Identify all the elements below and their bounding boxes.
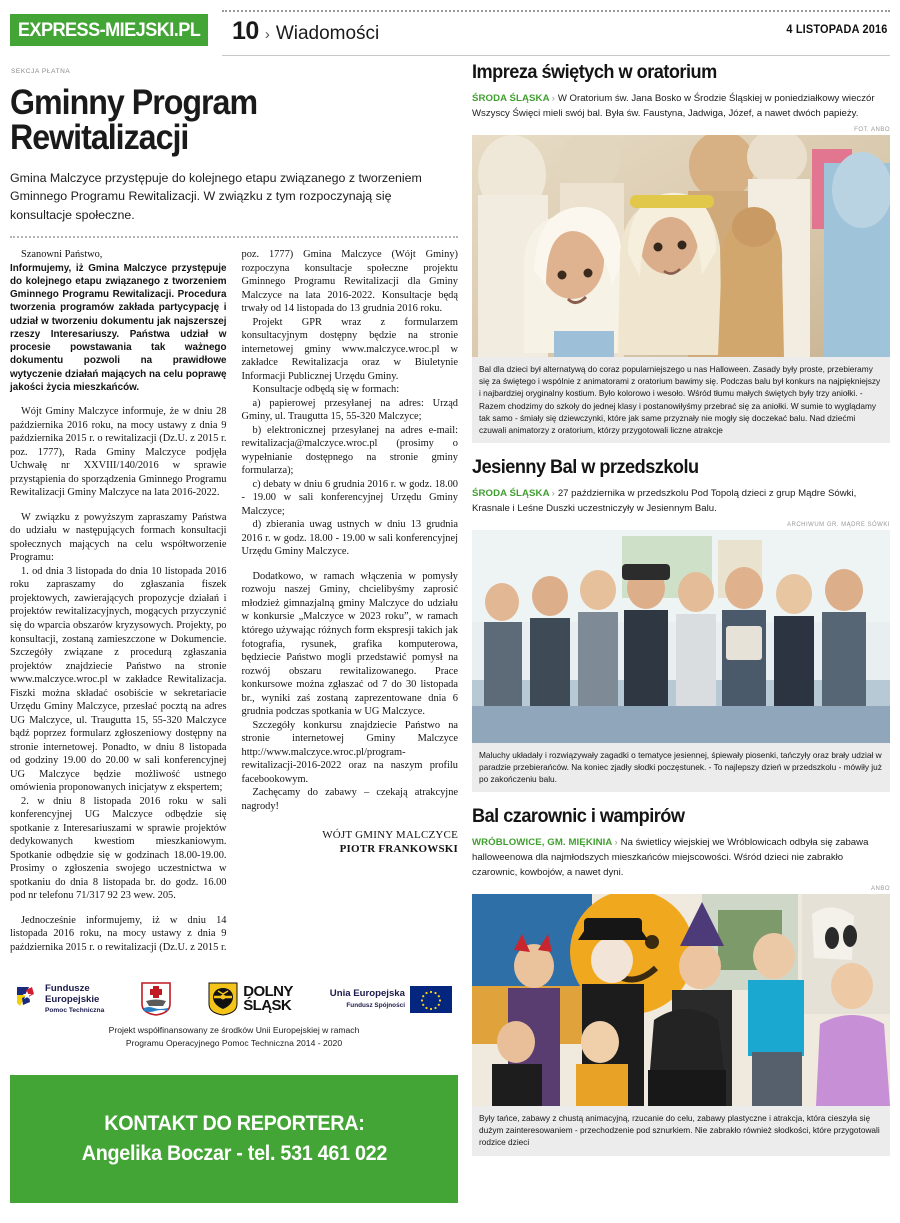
photo-credit: ANBO [870, 886, 890, 893]
news-title[interactable]: Jesienny Bal w przedszkolu [472, 455, 699, 478]
issue-date: 4 LISTOPADA 2016 [786, 24, 888, 36]
photo-credit: ARCHIWUM GR. MĄDRE SÓWKI [787, 522, 890, 529]
body-paragraph: Wójt Gminy Malczyce informuje, że w dniu 28 października 2016 roku, na mocy ustawy z dnia 9 października 2015 r. o rewitalizacji (Dz.U. z 2015 r. poz. 1777), Rada Gminy Malczyce podjęła Uchwałę nr XXVIII/140/2016 w sprawie przystąpienia do sporządzenia Gminnego Programu Rewitalizacji Gminy Malczyce na lata 2016-2022. [10, 406, 227, 499]
advertorial-rule [10, 236, 458, 238]
masthead [0, 0, 900, 62]
lead-arrow-icon: › [551, 93, 555, 105]
body-paragraph: a) papierowej przesyłanej na adres: Urząd Gminy, ul. Traugutta 15, 55-320 Malczyce; [241, 397, 458, 423]
masthead-top-rule [222, 10, 890, 12]
fundusze-europejskie-label: Fundusze Europejskie Pomoc Techniczna [45, 983, 105, 1014]
news-place: ŚRODA ŚLĄSKA [472, 487, 550, 499]
page-number: 10 [232, 17, 259, 45]
logo-dolny-slask [208, 982, 293, 1016]
signature-name: PIOTR FRANKOWSKI [339, 842, 458, 855]
masthead-bottom-rule [222, 55, 890, 56]
news-photo [472, 135, 890, 357]
funding-note-line2: Programu Operacyjnego Pomoc Techniczna 2014 - 2020 [125, 1037, 343, 1048]
paid-advertorial [10, 62, 458, 1203]
paid-section-label: SEKCJA PŁATNA [11, 68, 71, 75]
breadcrumb [232, 17, 379, 46]
brand-logo[interactable] [10, 14, 208, 46]
breadcrumb-separator-icon: › [264, 26, 270, 43]
reporter-contact-box[interactable] [10, 1075, 458, 1203]
body-paragraph: 1. od dnia 3 listopada do dnia 10 listopada 2016 roku zapraszamy do zgłaszania fiszek projektowych, zawierających propozycje działań i projektów rewitalizacyjnych, mogących przyczynić się do wparcia obszarów kryzysowych. Projekty, po konsultacji, zostaną zamieszczone w Dokumencie. Szczegóły związane z procedurą zgłaszania projektów znajdziecie Państwo na stronie www.malczyce.wroc.pl w zakładce Rewitalizacja. Fiszki można składać osobiście w sekretariacie Urzędu Gminy Malczyce, przesłać pocztą na adres UG Malczyce, ul. Traugutta 15, 55-320 Malczyce bądź poprzez formularz zgłoszeniowy dostępny na stronie internetowej. Ponadto, w dniu 8 listopada od godziny 19.00 do 20.00 w sali konferencyjnej UG Malczyce będzie możliwość ustnego omówienia proponowanych inicjatyw z ekspertem; [10, 565, 227, 794]
body-paragraph: b) elektronicznej przesyłanej na adres e-mail: rewitalizacja@malczyce.wroc.pl (prosimy o wypełnianie dostępnego na stronie gminy formularza); [241, 424, 458, 477]
news-article [472, 806, 890, 1155]
herb-gminy-icon [141, 982, 171, 1016]
unia-europejska-label: Unia Europejska Fundusz Spójności [329, 988, 405, 1009]
body-paragraph: Jednocześnie informujemy, iż w dniu 14 listopada 2016 roku, na mocy ustawy z dnia 9 października 2015 r. o rewitalizacji (Dz.U. z 2015 r. poz. 1777) Gmina Malczyce (Wójt Gminy) rozpoczyna konsultacje społeczne projektu Gminnego Programu Rewitalizacji dla Gminy Malczyce na lata 2016-2022. Konsultacje będą trwały od 14 listopada do 13 grudnia 2016 roku. [10, 249, 458, 953]
section-name: Wiadomości [275, 23, 380, 44]
advertorial-headline: Gminny Program Rewitalizacji [10, 83, 258, 157]
funding-note [10, 1024, 458, 1049]
body-paragraph: Informujemy, iż Gmina Malczyce przystępuje do kolejnego etapu związanego z tworzeniem Gminnego Programu Rewitalizacji. Procedura tworzenia programów zakłada partycypację i udział w tworzeniu dokumentu jak najszerszej rzeszy Interesariuszy. Państwa udział w procesie powstawania tak ważnego dokumentu pozwoli na prawidłowe wytyczenie działań mających na celu poprawę jakości życia mieszkańców. [10, 262, 227, 393]
signature-role: WÓJT GMINY MALCZYCE [322, 829, 458, 842]
funding-note-line1: Projekt współfinansowany ze środków Unii Europejskiej w ramach [108, 1025, 360, 1036]
lead-arrow-icon: › [551, 487, 555, 499]
news-place: ŚRODA ŚLĄSKA [472, 93, 550, 105]
logo-herb-gminy [141, 982, 171, 1016]
body-paragraph: Szczegóły konkursu znajdziecie Państwo na stronie internetowej Gminy Malczyce http://www.malczyce.wroc.pl/program-rewitalizacji-2016-2022 oraz na naszym profilu facebookowym. [241, 719, 458, 785]
advertorial-body [10, 248, 458, 966]
news-article [472, 457, 890, 793]
photo-caption: Były tańce, zabawy z chustą animacyjną, rzucanie do celu, zabawy plastyczne i atrakcja, która cieszyła się dużym zainteresowaniem - przechodzenie pod sznurkiem. Nie zabrakło również słodkości, które przygotowali rodzice dzieci [472, 1106, 890, 1155]
photo-credit: FOT. ANBO [854, 127, 890, 134]
news-lead [472, 92, 890, 121]
dolny-slask-eagle-icon [208, 982, 238, 1016]
news-lead [472, 836, 890, 880]
news-lead-text: Na świetlicy wiejskiej we Wróblowicach odbyła się zabawa halloweenowa dla najmłodszych mieszkańców miejscowości. Wśród dzieci nie zabrakło czarownic, kowbojów, a nawet dyni. [472, 837, 869, 878]
body-paragraph: Dodatkowo, w ramach włączenia w pomysły rozwoju naszej Gminy, chcielibyśmy zaprosić młodzież gimnazjalną gminy Malczyce do udziału w konkursie „Malczyce w 2023 roku”, w ramach którego używając różnych form ekspresji takich jak fotografia, rysunek, grafika komputerowa, będziecie Państwo mogli przedstawić pomysł na rozwój obszaru rewitalizowanego. Prace konkursowe można zgłaszać od 7 do 30 listopada br., wyniki zaś zostaną zaprezentowane dnia 6 grudnia podczas spotkania w UG Malczyce. [241, 570, 458, 718]
advertorial-lead: Gmina Malczyce przystępuje do kolejnego etapu związanego z tworzeniem Gminnego Programu Rewitalizacji. W związku z tym rozpoczynają się konsultacje społeczne. [10, 171, 422, 222]
body-paragraph: c) debaty w dniu 6 grudnia 2016 r. w godz. 18.00 - 19.00 w sali konferencyjnej Urzędu Gminy Malczyce; [241, 478, 458, 517]
funding-logo-strip [10, 972, 458, 1020]
body-paragraph: Projekt GPR wraz z formularzem konsultacyjnym dostępny będzie na stronie internetowej gminy www.malczyce.wroc.pl w zakładce Rewitalizacja oraz w Biuletynie Informacji Publicznej Urzędu Gminy. [241, 316, 458, 382]
photo-caption: Maluchy układały i rozwiązywały zagadki o tematyce jesiennej, śpiewały piosenki, tańczyły oraz brały udział w paradzie przebierańców. Na koniec zjadły słodki poczęstunek. - To najlepszy dzień w przedszkolu - mówiły już po zakończeniu balu. [472, 743, 890, 792]
fundusze-europejskie-icon [16, 986, 40, 1012]
news-title[interactable]: Impreza świętych w oratorium [472, 61, 717, 83]
news-title[interactable]: Bal czarownic i wampirów [472, 805, 685, 828]
news-lead [472, 487, 890, 516]
body-paragraph: Zachęcamy do zabawy – czekają atrakcyjne nagrody! [241, 787, 458, 812]
lead-arrow-icon: › [614, 837, 618, 849]
body-paragraph: W związku z powyższym zapraszamy Państwa do udziału w następujących formach konsultacji społecznych mających na celu współtworzenie Programu: [10, 511, 227, 564]
news-lead-text: 27 października w przedszkolu Pod Topolą dzieci z grup Mądre Sówki, Krasnale i Leśne Duszki uczestniczyły w Jesiennym Balu. [472, 487, 857, 514]
contact-box-person: Angelika Boczar - tel. 531 461 022 [81, 1141, 387, 1165]
brand-logo-text: EXPRESS-MIEJSKI.PL [17, 18, 201, 41]
logo-unia-europejska [330, 986, 452, 1013]
body-paragraph: 2. w dniu 8 listopada 2016 roku w sali konferencyjnej UG Malczyce odbędzie się spotkanie z Interesariuszami w sprawie projektów dedykowanych kwestiom mieszkaniowym. Spotkanie odbędzie się w godzinach 18.00-19.00. Prosimy o zgłoszenia swojego uczestnictwa w spotkaniu do dnia 8 listopada br. do godz. 16.00 pod nr telefonu 71/317 92 23 wew. 205. [10, 795, 227, 902]
body-paragraph: Konsultacje odbędą się w formach: [252, 384, 400, 396]
news-column [472, 62, 890, 1160]
photo-caption: Bal dla dzieci był alternatywą do coraz popularniejszego u nas Halloween. Zasady były proste, przebieramy się za świętego i wspólnie z animatorami z oratorium bawimy się. Podczas balu był konkurs na najpiękniejszy i najbardziej oryginalny kostium. Było kolorowo i wesoło. Wśród tłumu małych świętych były trzy aniołki. - Razem chodzimy do szkoły do jednej klasy i postanowiłyśmy przebrać się za aniołki. W sumie to wyglądamy tak samo - śmiały się dziewczynki, które jak same przyznały nie mogły się doczekać balu. Nad dziećmi czuwali animatorzy z oratorium, którzy przygotowali liczne atrakcje [472, 357, 890, 443]
dolny-slask-label: DOLNY ŚLĄSK [243, 982, 293, 1015]
news-photo [472, 530, 890, 743]
eu-flag-icon [410, 986, 452, 1013]
contact-box-title: KONTAKT DO REPORTERA: [103, 1111, 365, 1135]
body-paragraph: d) zbierania uwag ustnych w dniu 13 grudnia 2016 r. w godz. 18.00 - 19.00 w sali konferencyjnej Urzędu Gminy Malczyce. [241, 519, 458, 558]
news-photo [472, 894, 890, 1106]
news-place: WRÓBLOWICE, GM. MIĘKINIA [472, 837, 613, 849]
salutation: Szanowni Państwo, [21, 249, 103, 261]
news-lead-text: W Oratorium św. Jana Bosko w Środzie Śląskiej w poniedziałkowy wieczór Wszyscy Święci mieli swój bal. Była św. Faustyna, Jadwiga, Józef, a nawet dwóch papieży. [472, 93, 875, 119]
news-article [472, 62, 890, 443]
logo-fundusze-europejskie [16, 984, 104, 1014]
